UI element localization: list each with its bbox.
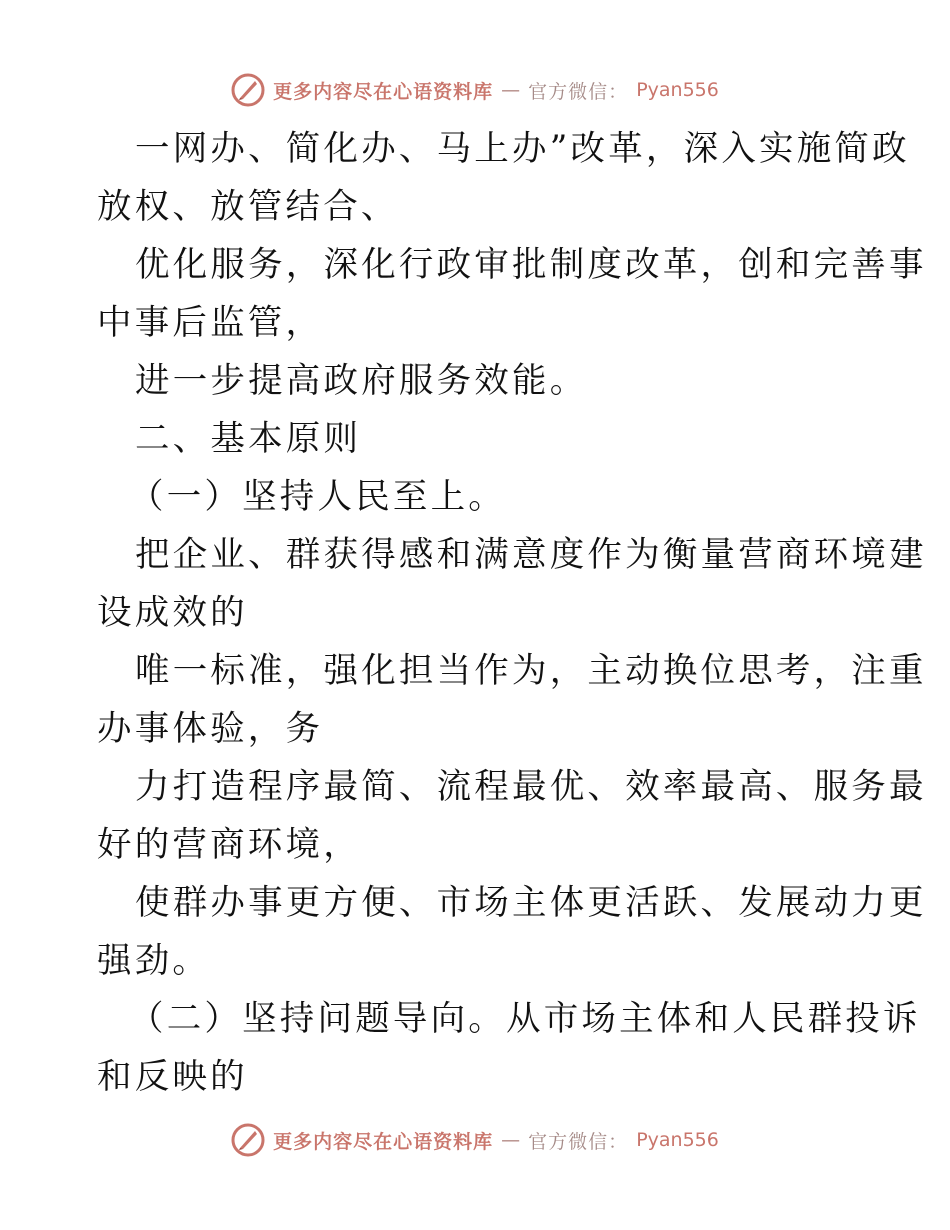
text-line: 使群办事更方便、市场主体更活跃、发展动力更: [135, 883, 927, 923]
subsection-heading: （一）坚持人民至上。: [129, 477, 506, 517]
watermark-wechat-label: 官方微信：: [528, 80, 629, 103]
text-line: 唯一标准，强化担当作为，主动换位思考，注重: [135, 651, 927, 691]
text-line: 力打造程序最简、流程最优、效率最高、服务最: [135, 767, 927, 807]
quill-logo-icon: [231, 73, 265, 107]
watermark-title: 更多内容尽在心语资料库: [273, 80, 494, 103]
watermark-dash: —: [501, 79, 521, 101]
text-line: 一网办、简化办、马上办”改革，深入实施简政: [135, 129, 910, 169]
footer-watermark: [0, 1120, 950, 1160]
watermark-wechat-id: Pyan556: [636, 79, 719, 101]
text-line: 设成效的: [97, 593, 248, 633]
text-line: 强劲。: [97, 941, 211, 981]
text-line: 办事体验，务: [97, 709, 324, 749]
header-watermark: [0, 70, 950, 110]
quill-logo-icon: [231, 1123, 265, 1157]
text-line: 优化服务，深化行政审批制度改革，创和完善事: [135, 245, 927, 285]
watermark-wechat-id: Pyan556: [636, 1129, 719, 1151]
text-line: 中事后监管，: [97, 303, 324, 343]
watermark-wechat-label: 官方微信：: [528, 1130, 629, 1153]
section-heading: 二、基本原则: [135, 419, 362, 459]
text-line: 进一步提高政府服务效能。: [135, 361, 588, 401]
subsection-heading: （二）坚持问题导向。从市场主体和人民群投诉: [129, 999, 921, 1039]
watermark-title: 更多内容尽在心语资料库: [273, 1130, 494, 1153]
document-body: [97, 120, 927, 1106]
text-line: 和反映的: [97, 1057, 248, 1097]
text-line: 好的营商环境，: [97, 825, 361, 865]
text-line: 把企业、群获得感和满意度作为衡量营商环境建: [135, 535, 927, 575]
watermark-dash: —: [501, 1129, 521, 1151]
text-line: 放权、放管结合、: [97, 187, 399, 227]
